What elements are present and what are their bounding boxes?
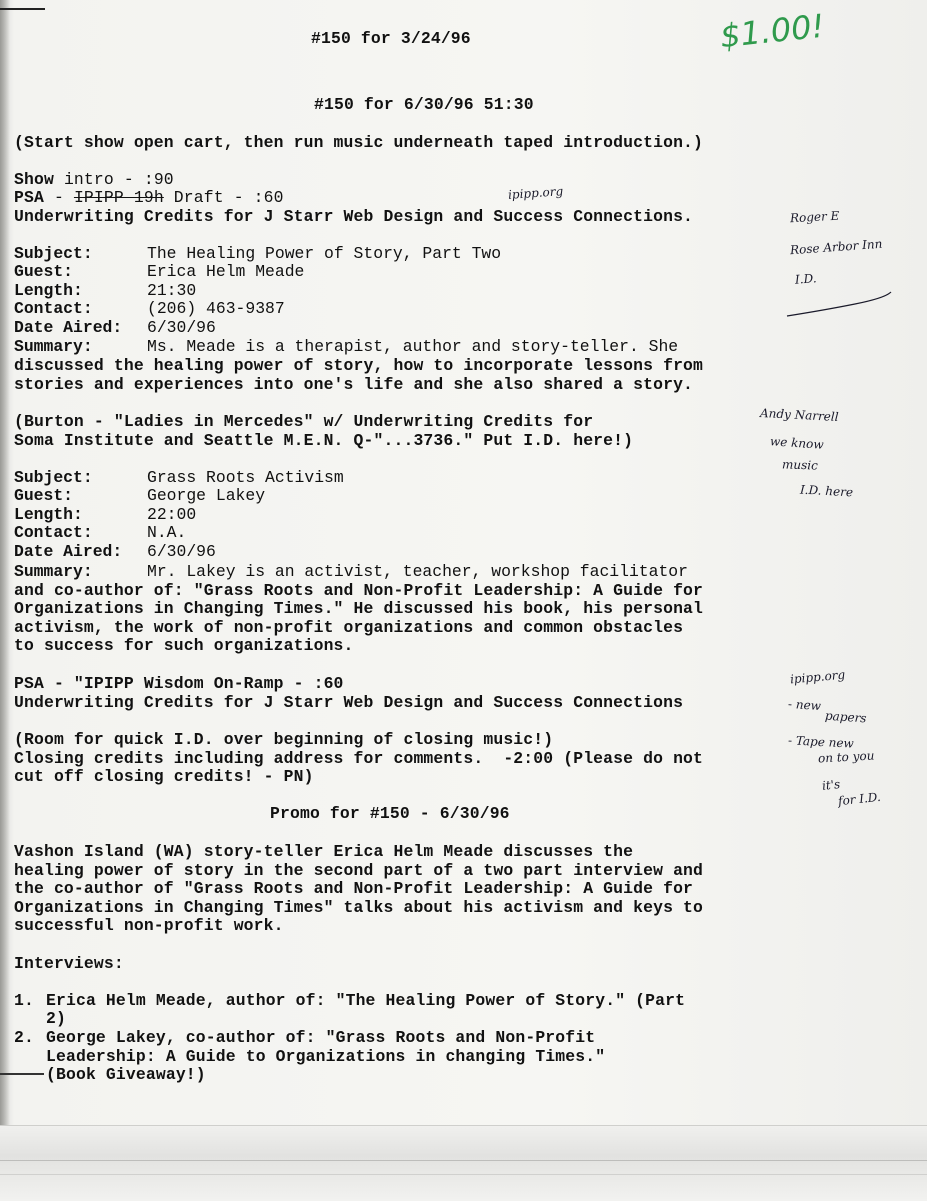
seg1-guest: Erica Helm Meade (147, 262, 305, 281)
interview-1-line2: 2) (46, 1009, 66, 1028)
seg1-summary-line1: Ms. Meade is a therapist, author and story-teller. She (147, 337, 679, 356)
interview-2-num: 2. (14, 1028, 34, 1047)
seg2-summary-label: Summary: (14, 562, 93, 581)
seg2-summary-line4: activism, the work of non-profit organizations and common obstacles (14, 618, 684, 637)
break-instruction-line2: Soma Institute and Seattle M.E.N. Q-"...3736." Put I.D. here!) (14, 431, 634, 450)
scan-edge-line (0, 1174, 927, 1175)
scan-edge-line (0, 1160, 927, 1161)
seg1-contact-label: Contact: (14, 299, 93, 318)
promo-line5: successful non-profit work. (14, 916, 284, 935)
show-intro-label: Show (14, 170, 54, 189)
show-intro-value: intro - :90 (53, 170, 174, 189)
interview-2-line2: Leadership: A Guide to Organizations in changing Times." (46, 1047, 606, 1066)
handwritten-note-3-line1: Andy Narrell (759, 405, 839, 425)
seg1-length-label: Length: (14, 281, 83, 300)
handwritten-note-1: ipipp.org (507, 184, 564, 202)
seg1-subject-label: Subject: (14, 244, 93, 263)
seg2-summary-line2: and co-author of: "Grass Roots and Non-Profit Leadership: A Guide for (14, 581, 704, 600)
seg1-contact: (206) 463-9387 (147, 299, 285, 318)
handwritten-note-2-line2: Rose Arbor Inn (789, 236, 883, 258)
handwritten-note-4-line4: - Tape new (787, 733, 855, 751)
closing-psa: PSA - "IPIPP Wisdom On-Ramp - :60 (14, 674, 344, 693)
seg2-guest: George Lakey (147, 486, 266, 505)
handwritten-note-4-line2: - new (787, 696, 822, 714)
seg1-length: 21:30 (147, 281, 197, 300)
closing-credits-line2: cut off closing credits! - PN) (14, 767, 314, 786)
price-note: $1.00! (718, 6, 827, 56)
seg2-contact-label: Contact: (14, 523, 93, 542)
seg1-date: 6/30/96 (147, 318, 216, 337)
seg2-guest-label: Guest: (14, 486, 74, 505)
closing-credits-line1: Closing credits including address for comments. -2:00 (Please do not (14, 749, 704, 768)
intro-instruction: (Start show open cart, then run music underneath taped introduction.) (14, 133, 704, 152)
binding-shadow (0, 0, 10, 1200)
promo-line4: Organizations in Changing Times" talks about his activism and keys to (14, 898, 704, 917)
psa-rest: Draft - :60 (163, 188, 284, 207)
handwritten-note-2-line3: I.D. (794, 271, 818, 287)
interview-1-num: 1. (14, 991, 34, 1010)
show-number-top: #150 for 3/24/96 (311, 29, 471, 48)
seg2-length-label: Length: (14, 505, 83, 524)
promo-line2: healing power of story in the second part of a two part interview and (14, 861, 704, 880)
handwritten-note-4-line6: it's (821, 777, 841, 793)
seg2-summary-line1: Mr. Lakey is an activist, teacher, workshop facilitator (147, 562, 688, 581)
show-title: #150 for 6/30/96 51:30 (314, 95, 534, 114)
seg1-summary-line2: discussed the healing power of story, how to incorporate lessons from (14, 356, 704, 375)
break-instruction-line1: (Burton - "Ladies in Mercedes" w/ Underwriting Credits for (14, 412, 594, 431)
seg2-length: 22:00 (147, 505, 197, 524)
interview-2-line1: George Lakey, co-author of: "Grass Roots and Non-Profit (46, 1028, 596, 1047)
seg2-summary-line3: Organizations in Changing Times." He discussed his book, his personal (14, 599, 704, 618)
closing-room-line: (Room for quick I.D. over beginning of closing music!) (14, 730, 554, 749)
promo-line3: the co-author of "Grass Roots and Non-Profit Leadership: A Guide for (14, 879, 694, 898)
handwritten-note-3-line3: music (781, 457, 819, 473)
seg1-summary-label: Summary: (14, 337, 93, 356)
psa-struck-text: IPIPP 19h (73, 188, 164, 207)
psa-dash: - (43, 188, 74, 207)
seg1-summary-line3: stories and experiences into one's life and she also shared a story. (14, 375, 694, 394)
seg2-subject: Grass Roots Activism (147, 468, 344, 487)
promo-line1: Vashon Island (WA) story-teller Erica Helm Meade discusses the (14, 842, 634, 861)
show-intro-line (14, 171, 174, 190)
seg1-subject: The Healing Power of Story, Part Two (147, 244, 502, 263)
top-rule (0, 8, 45, 10)
interviews-heading: Interviews: (14, 954, 124, 973)
handwritten-note-2-line1: Roger E (789, 208, 840, 226)
seg1-date-label: Date Aired: (14, 318, 123, 337)
interview-2-line3: (Book Giveaway!) (46, 1065, 206, 1084)
handwritten-note-4-line1: ipipp.org (789, 667, 846, 687)
handwritten-note-3-line4: I.D. here (799, 482, 854, 500)
seg2-summary-line5: to success for such organizations. (14, 636, 354, 655)
handwritten-note-4-line3: papers (824, 708, 867, 726)
seg2-date: 6/30/96 (147, 542, 216, 561)
handwritten-note-4-line5: on to you (817, 748, 875, 766)
seg2-contact: N.A. (147, 523, 187, 542)
promo-title: Promo for #150 - 6/30/96 (270, 804, 510, 823)
underwriting-credits: Underwriting Credits for J Starr Web Design and Success Connections. (14, 207, 694, 226)
closing-underwriting: Underwriting Credits for J Starr Web Design and Success Connections (14, 693, 684, 712)
interview-1-line1: Erica Helm Meade, author of: "The Healing Power of Story." (Part (46, 991, 686, 1010)
handwritten-note-4-line7: for I.D. (837, 789, 882, 809)
handwritten-note-3-line2: we know (769, 434, 825, 452)
psa-line (14, 189, 284, 208)
seg2-date-label: Date Aired: (14, 542, 123, 561)
margin-dash (0, 1073, 44, 1075)
handwritten-scribble-line (785, 290, 895, 320)
seg2-subject-label: Subject: (14, 468, 93, 487)
psa-label: PSA (14, 188, 44, 207)
seg1-guest-label: Guest: (14, 262, 74, 281)
bottom-scan-edge (0, 1125, 927, 1201)
